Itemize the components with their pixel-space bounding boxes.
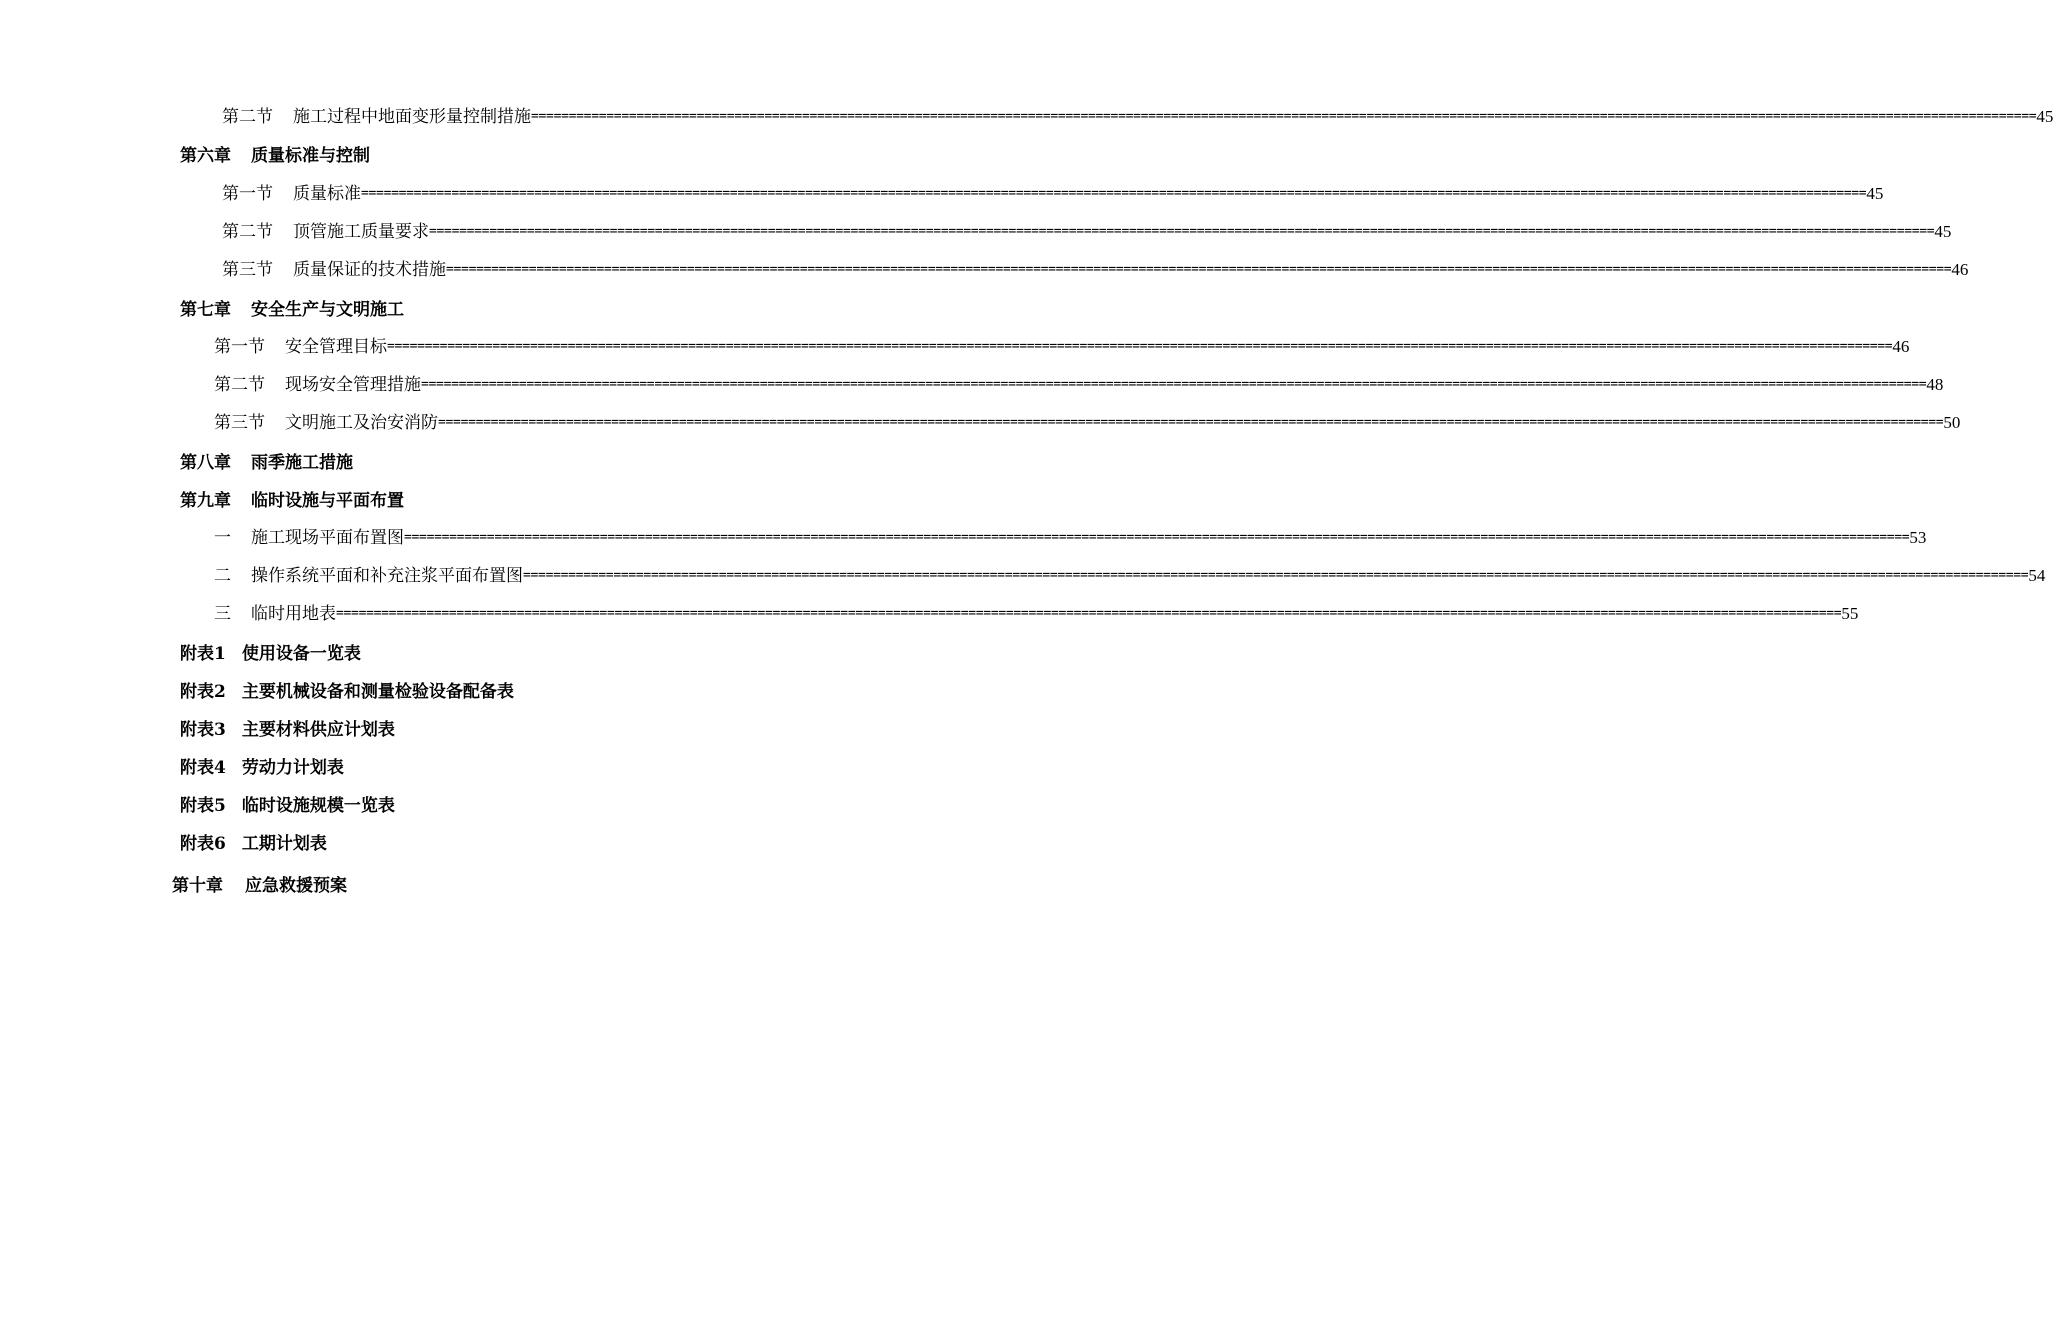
toc-title: 施工过程中地面变形量控制措施 [293,107,531,127]
toc-number: 第八章 [180,453,231,473]
toc-number: 第二节 [222,222,273,242]
toc-number: 第三节 [214,413,265,433]
toc-title: 临时设施规模一览表 [241,796,395,816]
toc-entry [222,257,1969,283]
toc-leader: ======================================================================================================================================================================================================== [421,377,1927,392]
toc-number: 附表2 [180,682,226,702]
toc-number: 第七章 [180,300,231,320]
toc-leader: ======================================================================================================================================================================================================== [361,186,1867,201]
toc-entry [222,219,1952,245]
toc-page-number: 46 [1951,260,1969,279]
toc-number: 附表4 [180,758,226,778]
toc-number: 第九章 [180,491,231,511]
toc-entry [222,104,2053,130]
toc-number: 附表5 [180,796,226,816]
toc-leader: ======================================================================================================================================================================================================== [438,415,1944,430]
toc-page-number: 55 [1841,604,1859,623]
toc-page-number: 54 [2028,566,2046,585]
toc-leader: ======================================================================================================================================================================================================== [336,606,1842,621]
toc-page-number: 53 [1909,528,1927,547]
toc-title: 质量保证的技术措施 [293,260,446,280]
toc-title: 主要材料供应计划表 [241,720,395,740]
toc-chapter [180,641,361,667]
toc-title: 安全生产与文明施工 [251,300,404,320]
toc-number: 附表6 [180,834,226,854]
toc-number: 一 [214,528,231,548]
toc-leader: ======================================================================================================================================================================================================== [429,224,1935,239]
toc-number: 第一节 [222,184,273,204]
toc-title: 工期计划表 [241,834,327,854]
toc-title: 施工现场平面布置图 [251,528,404,548]
toc-leader: ======================================================================================================================================================================================================== [404,530,1910,545]
toc-title: 使用设备一览表 [241,644,361,664]
toc-entry [214,334,1910,360]
toc-number: 第十章 [172,876,223,896]
toc-chapter [180,297,404,323]
toc-number: 第六章 [180,146,231,166]
toc-chapter [180,793,395,819]
toc-title: 顶管施工质量要求 [293,222,429,242]
toc-entry [214,410,1961,436]
toc-title: 质量标准与控制 [251,146,370,166]
toc-title: 安全管理目标 [285,337,387,357]
toc-entry [214,601,1859,627]
toc-title: 劳动力计划表 [241,758,344,778]
toc-title: 临时设施与平面布置 [251,491,404,511]
toc-title: 主要机械设备和测量检验设备配备表 [241,682,514,702]
toc-number: 二 [214,566,231,586]
toc-title: 操作系统平面和补充注浆平面布置图 [251,566,523,586]
toc-leader: ======================================================================================================================================================================================================== [523,568,2029,583]
toc-chapter [172,873,347,899]
toc-title: 文明施工及治安消防 [285,413,438,433]
toc-title: 应急救援预案 [245,876,347,896]
toc-number: 附表3 [180,720,226,740]
toc-leader: ======================================================================================================================================================================================================== [531,109,2037,124]
toc-page-number: 45 [2036,107,2053,126]
toc-leader: ======================================================================================================================================================================================================== [446,262,1952,277]
toc-chapter [180,717,395,743]
toc-number: 第三节 [222,260,273,280]
toc-entry [214,372,1944,398]
toc-number: 第二节 [222,107,273,127]
toc-chapter [180,450,353,476]
toc-page-number: 45 [1934,222,1952,241]
toc-number: 第二节 [214,375,265,395]
toc-page-number: 48 [1926,375,1944,394]
toc-number: 第一节 [214,337,265,357]
toc-leader: ======================================================================================================================================================================================================== [387,339,1893,354]
toc-chapter [180,831,327,857]
toc-title: 质量标准 [293,184,361,204]
toc-title: 临时用地表 [251,604,336,624]
toc-entry [222,181,1884,207]
toc-chapter [180,143,370,169]
toc-page-number: 50 [1943,413,1961,432]
toc-page-number: 46 [1892,337,1910,356]
toc-title: 雨季施工措施 [251,453,353,473]
toc-chapter [180,488,404,514]
toc-number: 三 [214,604,231,624]
toc-page-number: 45 [1866,184,1884,203]
toc-entry [214,525,1927,551]
toc-entry [214,563,2046,589]
toc-title: 现场安全管理措施 [285,375,421,395]
toc-number: 附表1 [180,644,226,664]
toc-chapter [180,755,344,781]
toc-chapter [180,679,514,705]
